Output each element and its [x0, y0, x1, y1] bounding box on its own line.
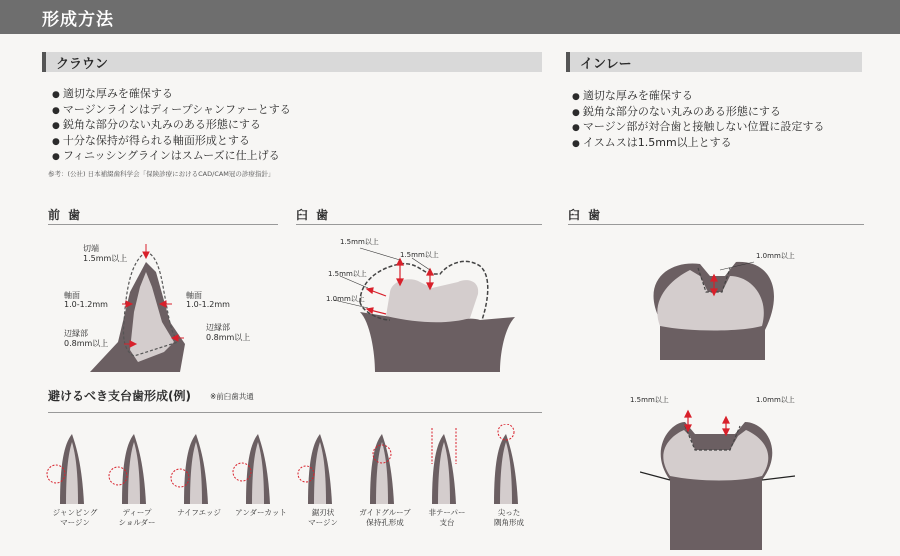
anterior-title: 前 歯 [48, 208, 83, 222]
inlay-label-top: 1.0mm以上 [756, 252, 795, 260]
molar-label-occlusal-left: 1.5mm以上 [340, 238, 379, 246]
list-item: ● 鋭角な部分のない丸みのある形態にする [572, 104, 824, 120]
molar-title: 臼 歯 [296, 208, 331, 222]
molar-label-margin: 1.0mm以上 [326, 295, 365, 303]
page-header [0, 0, 900, 34]
margin-label-left: 辺縁部 [64, 329, 88, 338]
inlay-label-bottom-left: 1.5mm以上 [630, 396, 669, 404]
axial-value-right: 1.0-1.2mm [186, 300, 230, 309]
inlay-molar-diagram-bottom [640, 400, 795, 550]
inlay-title: インレー [580, 57, 632, 72]
molar-label-occlusal-right: 1.5mm以上 [400, 251, 439, 259]
list-item: ● 十分な保持が得られる軸面形成とする [52, 133, 291, 149]
list-item: ● イスムスは1.5mm以上とする [572, 135, 824, 151]
crown-section-header [42, 52, 542, 72]
divider [48, 412, 542, 413]
page-title: 形成方法 [42, 10, 114, 30]
incisal-label: 切端 [83, 244, 99, 253]
avoid-caption: ナイフエッジ [177, 508, 221, 517]
avoid-title: 避けるべき支台歯形成(例) [48, 389, 191, 403]
molar-label-axial: 1.5mm以上 [328, 270, 367, 278]
divider [48, 224, 278, 225]
avoid-caption: ジャンピング マージン [52, 508, 98, 527]
list-item: ● マージン部が対合歯と接触しない位置に設定する [572, 119, 824, 135]
margin-label-right: 辺縁部 [206, 323, 230, 332]
list-item: ● 適切な厚みを確保する [52, 86, 291, 102]
avoid-teeth-row [40, 424, 540, 506]
margin-value-right: 0.8mm以上 [206, 333, 251, 342]
avoid-caption: 尖った 隅角形成 [494, 508, 524, 527]
inlay-label-bottom-right: 1.0mm以上 [756, 396, 795, 404]
divider [568, 224, 864, 225]
reference-note: 参考：(公社) 日本補綴歯科学会「保険診療におけるCAD/CAM冠の診療指針」 [48, 170, 275, 178]
crown-title: クラウン [56, 57, 109, 72]
list-item: ● 適切な厚みを確保する [572, 88, 824, 104]
incisal-value: 1.5mm以上 [83, 254, 128, 263]
inlay-section-header [566, 52, 862, 72]
list-item: ● マージンラインはディープシャンファーとする [52, 102, 291, 118]
inlay-molar-title: 臼 歯 [568, 208, 603, 222]
avoid-caption: ディープ ショルダー [118, 508, 156, 527]
crown-bullet-list [52, 86, 291, 164]
divider [296, 224, 542, 225]
avoid-caption: 非テーパー 支台 [428, 508, 466, 527]
avoid-caption: 鋸刃状 マージン [308, 508, 338, 527]
list-item: ● 鋭角な部分のない丸みのある形態にする [52, 117, 291, 133]
axial-label-right: 軸面 [186, 291, 202, 300]
avoid-caption: ガイドグルーブ 保持孔形成 [359, 508, 411, 527]
list-item: ● フィニッシングラインはスムーズに仕上げる [52, 148, 291, 164]
inlay-bullet-list [572, 88, 824, 150]
axial-label-left: 軸面 [64, 291, 80, 300]
margin-value-left: 0.8mm以上 [64, 339, 109, 348]
axial-value-left: 1.0-1.2mm [64, 300, 108, 309]
avoid-caption: アンダーカット [235, 508, 287, 517]
avoid-note: ※前臼歯共通 [210, 392, 254, 401]
